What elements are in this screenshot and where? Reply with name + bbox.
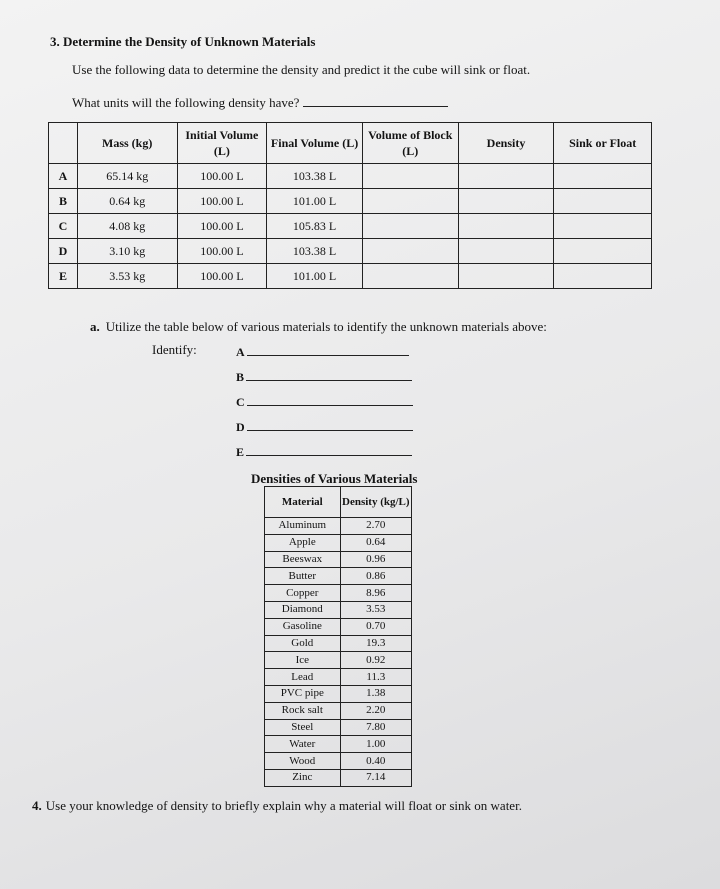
mass-cell: 3.10 kg: [77, 239, 177, 264]
final-volume-cell: 103.38 L: [267, 164, 363, 189]
final-volume-cell: 103.38 L: [267, 239, 363, 264]
identify-row-d: [236, 418, 413, 435]
header-density-units: Density (kg/L): [340, 487, 411, 518]
identify-letter: C: [236, 395, 245, 409]
header-initial-volume: Initial Volume (L): [177, 123, 267, 164]
question-4-text: Use your knowledge of density to briefly explain why a material will float or sink on water.: [45, 798, 522, 813]
block-volume-cell[interactable]: [362, 189, 458, 214]
block-volume-cell[interactable]: [362, 264, 458, 289]
table-row: [49, 239, 652, 264]
list-item: [265, 769, 412, 786]
header-block-volume: Volume of Block (L): [362, 123, 458, 164]
mass-cell: 65.14 kg: [77, 164, 177, 189]
material-cell: Steel: [265, 719, 341, 736]
material-cell: Ice: [265, 652, 341, 669]
sub-question-text: Utilize the table below of various materials to identify the unknown materials above:: [105, 319, 547, 334]
list-item: [265, 719, 412, 736]
list-item: [265, 652, 412, 669]
identify-answer-line[interactable]: [246, 443, 412, 456]
header-density: Density: [458, 123, 554, 164]
row-label: C: [49, 214, 78, 239]
list-item: [265, 585, 412, 602]
table-row: [49, 264, 652, 289]
initial-volume-cell: 100.00 L: [177, 189, 267, 214]
list-item: [265, 568, 412, 585]
header-final-volume: Final Volume (L): [267, 123, 363, 164]
density-table: [264, 486, 412, 787]
list-item: [265, 534, 412, 551]
list-item: [265, 669, 412, 686]
density-header-row: [265, 487, 412, 518]
row-label: B: [49, 189, 78, 214]
material-density-cell: 0.40: [340, 753, 411, 770]
mass-cell: 3.53 kg: [77, 264, 177, 289]
mass-cell: 4.08 kg: [77, 214, 177, 239]
identify-answer-line[interactable]: [247, 343, 409, 356]
material-cell: Beeswax: [265, 551, 341, 568]
initial-volume-cell: 100.00 L: [177, 164, 267, 189]
row-label: D: [49, 239, 78, 264]
unknown-materials-table: [48, 122, 652, 289]
final-volume-cell: 101.00 L: [267, 189, 363, 214]
material-density-cell: 0.92: [340, 652, 411, 669]
material-cell: PVC pipe: [265, 685, 341, 702]
list-item: [265, 601, 412, 618]
density-cell[interactable]: [458, 239, 554, 264]
block-volume-cell[interactable]: [362, 164, 458, 189]
material-cell: Lead: [265, 669, 341, 686]
material-cell: Wood: [265, 753, 341, 770]
header-material: Material: [265, 487, 341, 518]
question-4: [32, 798, 522, 814]
initial-volume-cell: 100.00 L: [177, 264, 267, 289]
sink-float-cell[interactable]: [554, 264, 652, 289]
density-cell[interactable]: [458, 264, 554, 289]
table-header-row: [49, 123, 652, 164]
units-question-text: What units will the following density have?: [72, 95, 300, 110]
density-cell[interactable]: [458, 164, 554, 189]
material-density-cell: 0.96: [340, 551, 411, 568]
identify-letter: A: [236, 345, 245, 359]
identify-letter: D: [236, 420, 245, 434]
question-4-number: 4.: [32, 798, 42, 813]
material-cell: Diamond: [265, 601, 341, 618]
material-density-cell: 1.38: [340, 685, 411, 702]
sink-float-cell[interactable]: [554, 189, 652, 214]
block-volume-cell[interactable]: [362, 214, 458, 239]
density-cell[interactable]: [458, 189, 554, 214]
table-row: [49, 164, 652, 189]
units-answer-line[interactable]: [303, 94, 448, 107]
question-3-title: 3. Determine the Density of Unknown Materials: [50, 34, 316, 49]
sub-question-a: [90, 319, 547, 335]
material-density-cell: 19.3: [340, 635, 411, 652]
material-cell: Apple: [265, 534, 341, 551]
identify-letter: E: [236, 445, 245, 459]
header-mass: Mass (kg): [77, 123, 177, 164]
units-question: [72, 94, 448, 111]
question-3-instruction: Use the following data to determine the density and predict it the cube will sink or float.: [72, 62, 531, 77]
material-density-cell: 7.14: [340, 769, 411, 786]
material-density-cell: 2.20: [340, 702, 411, 719]
identify-row-b: [236, 368, 412, 385]
material-cell: Copper: [265, 585, 341, 602]
identify-answer-line[interactable]: [246, 368, 412, 381]
material-density-cell: 0.64: [340, 534, 411, 551]
material-density-cell: 1.00: [340, 736, 411, 753]
material-density-cell: 8.96: [340, 585, 411, 602]
material-cell: Rock salt: [265, 702, 341, 719]
identify-label: Identify:: [152, 342, 197, 357]
material-density-cell: 0.70: [340, 618, 411, 635]
final-volume-cell: 101.00 L: [267, 264, 363, 289]
sink-float-cell[interactable]: [554, 214, 652, 239]
material-cell: Butter: [265, 568, 341, 585]
identify-row-e: [236, 443, 412, 460]
list-item: [265, 685, 412, 702]
material-cell: Gasoline: [265, 618, 341, 635]
list-item: [265, 551, 412, 568]
sub-question-marker: a.: [90, 319, 100, 334]
identify-answer-line[interactable]: [247, 418, 413, 431]
material-cell: Zinc: [265, 769, 341, 786]
identify-answer-line[interactable]: [247, 393, 413, 406]
material-density-cell: 0.86: [340, 568, 411, 585]
list-item: [265, 736, 412, 753]
header-blank: [49, 123, 78, 164]
list-item: [265, 635, 412, 652]
list-item: [265, 518, 412, 535]
initial-volume-cell: 100.00 L: [177, 214, 267, 239]
material-density-cell: 7.80: [340, 719, 411, 736]
material-density-cell: 3.53: [340, 601, 411, 618]
identify-row-c: [236, 393, 413, 410]
list-item: [265, 702, 412, 719]
identify-letter: B: [236, 370, 245, 384]
header-sink-float: Sink or Float: [554, 123, 652, 164]
material-cell: Aluminum: [265, 518, 341, 535]
identify-row-a: [236, 343, 409, 360]
material-cell: Gold: [265, 635, 341, 652]
table-row: [49, 214, 652, 239]
list-item: [265, 618, 412, 635]
final-volume-cell: 105.83 L: [267, 214, 363, 239]
density-cell[interactable]: [458, 214, 554, 239]
row-label: A: [49, 164, 78, 189]
list-item: [265, 753, 412, 770]
sink-float-cell[interactable]: [554, 239, 652, 264]
initial-volume-cell: 100.00 L: [177, 239, 267, 264]
table-row: [49, 189, 652, 214]
sink-float-cell[interactable]: [554, 164, 652, 189]
block-volume-cell[interactable]: [362, 239, 458, 264]
density-table-title: Densities of Various Materials: [251, 471, 418, 486]
row-label: E: [49, 264, 78, 289]
material-density-cell: 2.70: [340, 518, 411, 535]
material-density-cell: 11.3: [340, 669, 411, 686]
mass-cell: 0.64 kg: [77, 189, 177, 214]
material-cell: Water: [265, 736, 341, 753]
